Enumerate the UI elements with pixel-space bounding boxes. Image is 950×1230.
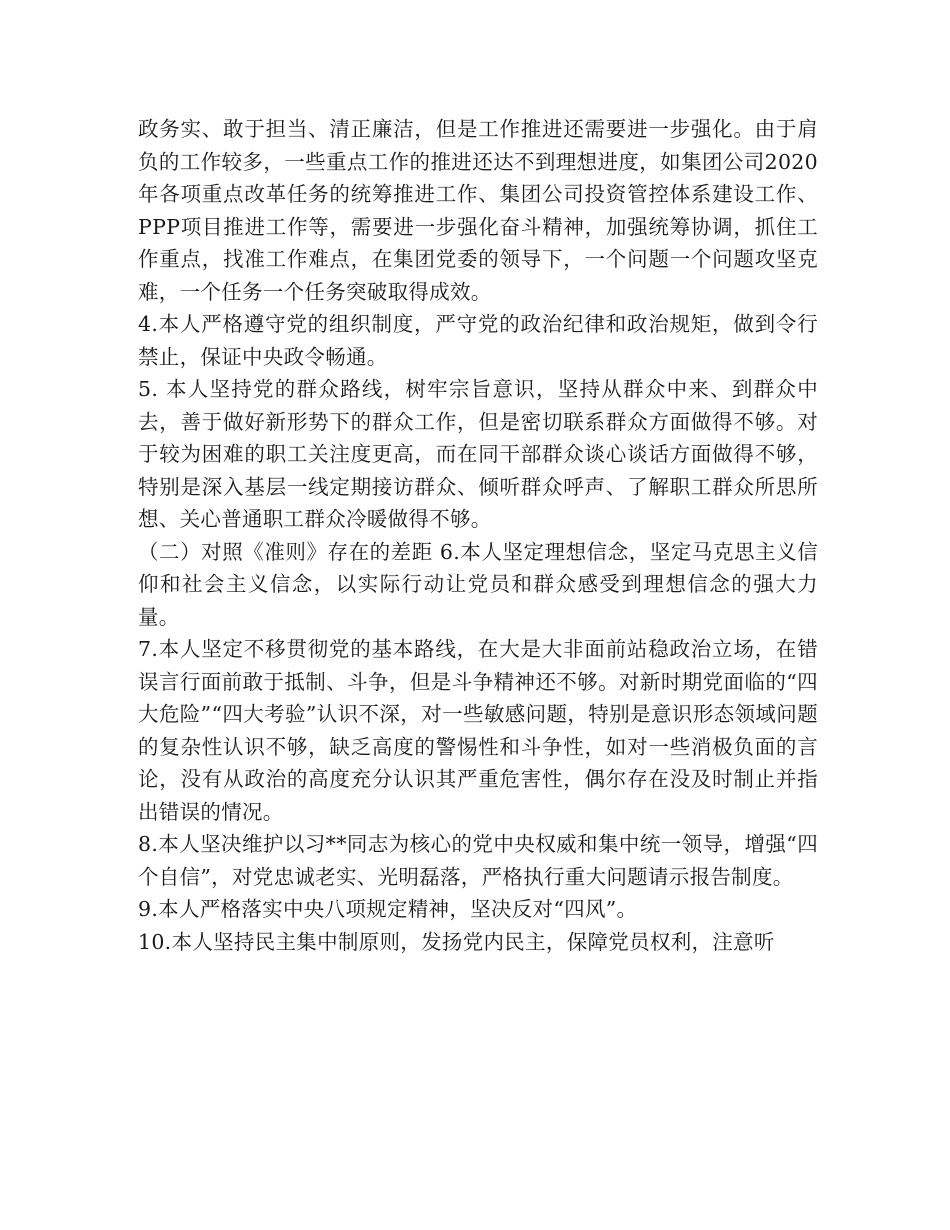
paragraph-section-2-item-6: （二）对照《准则》存在的差距 6.本人坚定理想信念，坚定马克思主义信仰和社会主义信念，以实际行动让党员和群众感受到理想信念的强大力量。: [138, 539, 818, 629]
paragraph-item-8: 8.本人坚决维护以习**同志为核心的党中央权威和集中统一领导，增强“四个自信”，对党忠诚老实、光明磊落，严格执行重大问题请示报告制度。: [138, 832, 818, 889]
paragraph-item-9: 9.本人严格落实中央八项规定精神，坚决反对“四风”。: [138, 897, 638, 921]
paragraph-item-4: 4.本人严格遵守党的组织制度，严守党的政治纪律和政治规矩，做到令行禁止，保证中央政令畅通。: [138, 312, 818, 369]
paragraph-item-7: 7.本人坚定不移贯彻党的基本路线，在大是大非面前站稳政治立场，在错误言行面前敢于抵制、斗争，但是斗争精神还不够。对新时期党面临的“四大危险”“四大考验”认识不深，对一些敏感问题，特别是意识形态领域问题的复杂性认识不够，缺乏高度的警惕性和斗争性，如对一些消极负面的言论，没有从政治的高度充分认识其严重危害性，偶尔存在没及时制止并指出错误的情况。: [138, 637, 818, 824]
document-body: [138, 113, 818, 958]
paragraph-continuation: 政务实、敢于担当、清正廉洁，但是工作推进还需要进一步强化。由于肩负的工作较多，一些重点工作的推进还达不到理想进度，如集团公司2020年各项重点改革任务的统筹推进工作、集团公司投资管控体系建设工作、PPP项目推进工作等，需要进一步强化奋斗精神，加强统筹协调，抓住工作重点，找准工作难点，在集团党委的领导下，一个问题一个问题攻坚克难，一个任务一个任务突破取得成效。: [138, 117, 818, 304]
paragraph-item-5: 5. 本人坚持党的群众路线，树牢宗旨意识，坚持从群众中来、到群众中去，善于做好新形势下的群众工作，但是密切联系群众方面做得不够。对于较为困难的职工关注度更高，而在同干部群众谈心谈话方面做得不够，特别是深入基层一线定期接访群众、倾听群众呼声、了解职工群众所思所想、关心普通职工群众冷暖做得不够。: [138, 377, 818, 531]
paragraph-item-10: 10.本人坚持民主集中制原则，发扬党内民主，保障党员权利，注意听: [138, 929, 775, 954]
